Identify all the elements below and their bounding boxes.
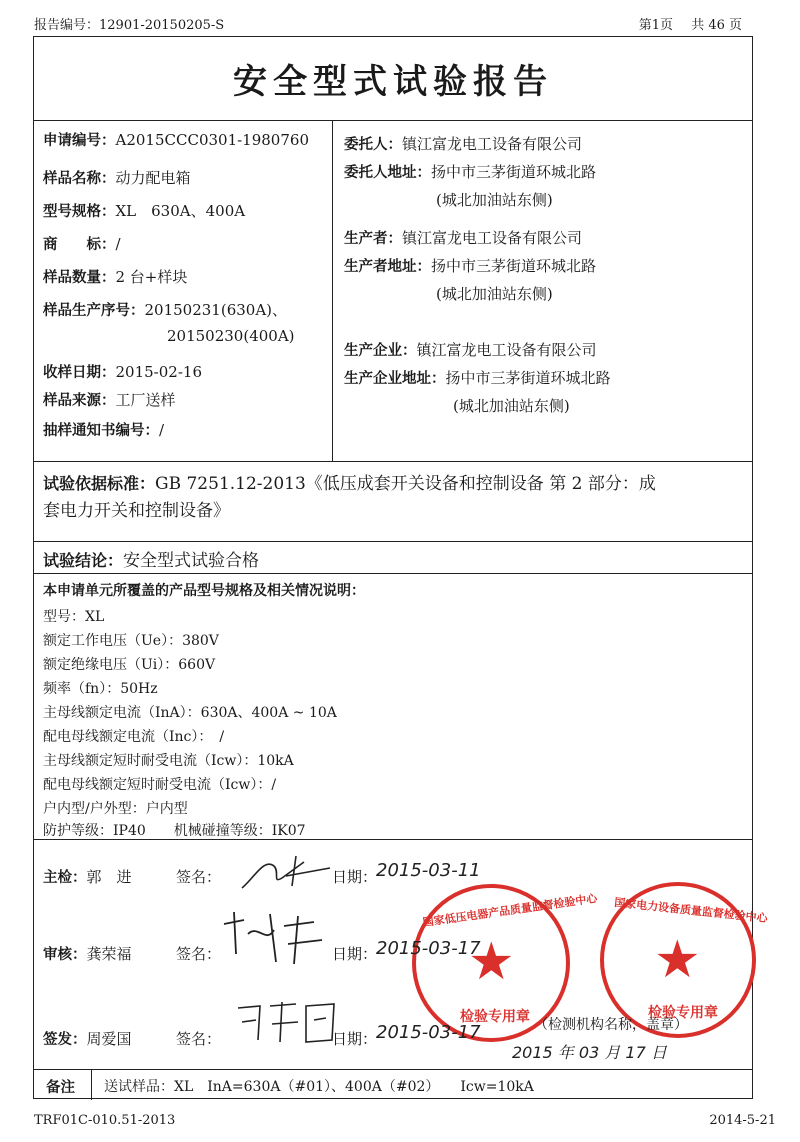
reviewer-signature bbox=[214, 904, 334, 974]
inspector-sign-label: 签名： bbox=[176, 868, 222, 886]
sample-source: 样品来源：工厂送样 bbox=[43, 391, 176, 409]
serial-number-2: 20150230(400A) bbox=[167, 327, 295, 345]
test-standard bbox=[34, 462, 752, 542]
trademark: 商 标：/ bbox=[43, 235, 121, 253]
test-conclusion: 试验结论：安全型式试验合格 bbox=[34, 542, 752, 574]
sample-quantity: 样品数量：2 台+样块 bbox=[43, 268, 188, 286]
left-seal-text: 国家低压电器产品质量监督检验中心 bbox=[422, 891, 599, 930]
note-content: 送试样品：XL InA=630A（#01）、400A（#02） Icw=10kA bbox=[104, 1079, 534, 1095]
document-code: TRF01C-010.51-2013 bbox=[34, 1113, 176, 1128]
standard-line-1: 试验依据标准：GB 7251.12-2013《低压成套开关设备和控制设备 第 2 部分：成 bbox=[43, 474, 656, 494]
reviewer-date: 2015-03-17 bbox=[376, 938, 481, 959]
factory-address-2: (城北加油站东侧) bbox=[453, 397, 570, 415]
scope-intro: 本申请单元所覆盖的产品型号规格及相关情况说明： bbox=[43, 583, 365, 599]
scope-line: 频率（fn）：50Hz bbox=[43, 681, 158, 697]
client-address: 委托人地址：扬中市三茅街道环城北路 bbox=[344, 163, 597, 181]
sample-info bbox=[34, 121, 333, 461]
title-row bbox=[34, 37, 752, 121]
approver-name: 周爱国 bbox=[86, 1030, 132, 1048]
inspector-line: 主检：郭 进 bbox=[43, 868, 132, 886]
client-address-2: (城北加油站东侧) bbox=[436, 191, 553, 209]
approver-line: 签发：周爱国 bbox=[43, 1030, 132, 1048]
scope-section bbox=[34, 574, 752, 840]
scope-line: 主母线额定短时耐受电流（Icw）：10kA bbox=[43, 753, 294, 769]
scope-line: 配电母线额定短时耐受电流（Icw）：/ bbox=[43, 777, 277, 793]
client: 委托人：镇江富龙电工设备有限公司 bbox=[344, 135, 583, 153]
left-seal-bottom: 检验专用章 bbox=[460, 1009, 530, 1025]
approver-date-label: 日期： bbox=[332, 1030, 378, 1048]
note-section bbox=[34, 1070, 752, 1100]
right-seal-text: 国家电力设备质量监督检验中心 bbox=[613, 895, 769, 926]
page-total: 共 46 页 bbox=[691, 18, 742, 33]
document-date: 2014-5-21 bbox=[709, 1113, 776, 1128]
info-section bbox=[34, 121, 752, 462]
producer: 生产者：镇江富龙电工设备有限公司 bbox=[344, 229, 583, 247]
scope-line: 主母线额定电流（InA）：630A、400A ~ 10A bbox=[43, 705, 337, 721]
scope-line: 户内型/户外型：户内型 bbox=[43, 801, 188, 817]
serial-number: 样品生产序号：20150231(630A)、 bbox=[43, 301, 288, 319]
producer-address: 生产者地址：扬中市三茅街道环城北路 bbox=[344, 257, 597, 275]
note-label: 备注 bbox=[34, 1070, 92, 1100]
sampling-notice: 抽样通知书编号：/ bbox=[43, 421, 165, 439]
report-frame bbox=[33, 36, 769, 1099]
model-spec: 型号规格：XL 630A、400A bbox=[43, 202, 246, 220]
inspector-date: 2015-03-11 bbox=[376, 860, 481, 881]
page-current: 第1页 bbox=[638, 18, 674, 33]
factory-address: 生产企业地址：扬中市三茅街道环城北路 bbox=[344, 369, 611, 387]
seal-star-icon: ★ bbox=[468, 932, 515, 992]
factory: 生产企业：镇江富龙电工设备有限公司 bbox=[344, 341, 597, 359]
scope-line: 额定绝缘电压（Ui）：660V bbox=[43, 657, 216, 673]
sample-name: 样品名称：动力配电箱 bbox=[43, 169, 191, 187]
page-indicator bbox=[625, 14, 742, 33]
inspector-name: 郭 进 bbox=[86, 868, 132, 886]
conclusion-value: 安全型式试验合格 bbox=[123, 551, 260, 571]
signature-section bbox=[34, 840, 769, 1070]
scope-line: 配电母线额定电流（Inc）： / bbox=[43, 729, 225, 745]
approver-date: 2015-03-17 bbox=[376, 1022, 481, 1043]
seal-star-icon: ★ bbox=[654, 930, 701, 990]
scope-line: 额定工作电压（Ue）：380V bbox=[43, 633, 219, 649]
seal-date: 2015 年 03 月 17 日 bbox=[512, 1043, 667, 1062]
approver-sign-label: 签名： bbox=[176, 1030, 222, 1048]
reviewer-name: 龚荣福 bbox=[86, 945, 132, 963]
reviewer-sign-label: 签名： bbox=[176, 945, 222, 963]
producer-address-2: (城北加油站东侧) bbox=[436, 285, 553, 303]
receive-date: 收样日期：2015-02-16 bbox=[43, 363, 202, 381]
reviewer-date-label: 日期： bbox=[332, 945, 378, 963]
approver-signature bbox=[230, 998, 340, 1048]
inspector-signature bbox=[234, 848, 334, 898]
scope-line: 防护等级：IP40 机械碰撞等级：IK07 bbox=[43, 823, 306, 839]
right-seal-bottom: 检验专用章 bbox=[648, 1005, 718, 1021]
standard-line-2: 套电力开关和控制设备》 bbox=[43, 501, 230, 521]
reviewer-line: 审核：龚荣福 bbox=[43, 945, 132, 963]
inspector-date-label: 日期： bbox=[332, 868, 378, 886]
scope-line: 型号：XL bbox=[43, 609, 105, 625]
application-number: 申请编号：A2015CCC0301-1980760 bbox=[43, 131, 309, 149]
seal-note: （检测机构名称，盖章） bbox=[534, 1017, 688, 1033]
report-title: 安全型式试验报告 bbox=[233, 62, 553, 102]
company-info bbox=[333, 121, 752, 461]
report-number: 报告编号：12901-20150205-S bbox=[34, 18, 225, 33]
